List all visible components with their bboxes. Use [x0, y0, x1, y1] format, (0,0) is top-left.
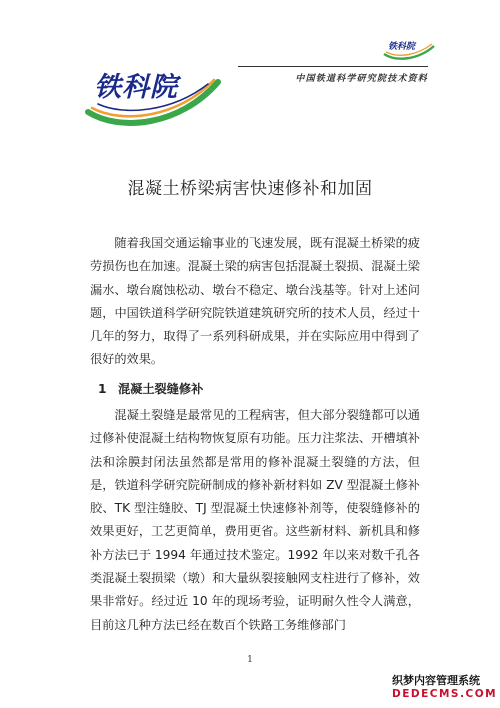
section-1-body: 混凝土裂缝是最常见的工程病害，但大部分裂缝都可以通过修补使混凝土结构物恢复原有功能。压力注浆法、开槽填补法和涂膜封闭法虽然都是常用的修补混凝土裂缝的方法，但是，铁道科学研究院研制成的修补新材料如 ZV 型混凝土修补胶、TK 型注缝胶、TJ 型混凝土快速修补剂等，使裂缝修补的效果更好，工艺更简单，费用更省。这些新材料、新机具和修补方法已于 1994 年通过技术鉴定。1992 年以来对数千孔各类混凝土裂损梁（墩）和大量纵裂接触网支柱进行了修补，效果非常好。经过近 10 年的现场考验，证明耐久性令人满意，目前这几种方法已经在数百个铁路工务维修部门 [90, 408, 420, 632]
header-rule [238, 66, 428, 67]
watermark-line-2: DEDECMS.COM [392, 688, 498, 700]
header-subtitle: 中国铁道科学研究院技术资料 [295, 74, 428, 84]
small-logo [382, 38, 436, 60]
section-1-number: 1 [98, 382, 107, 396]
section-1-heading [98, 380, 203, 397]
intro-paragraph: 随着我国交通运输事业的飞速发展，既有混凝土桥梁的疲劳损伤也在加速。混凝土梁的病害包括混凝土裂损、混凝土梁漏水、墩台腐蚀松动、墩台不稳定、墩台浅基等。针对上述问题，中国铁道科学研究院铁道建筑研究所的技术人员，经过十几年的努力，取得了一系列科研成果，并在实际应用中得到了很好的效果。 [90, 236, 420, 367]
document-title: 混凝土桥梁病害快速修补和加固 [127, 179, 373, 199]
company-logo [80, 60, 222, 128]
logo-text: 铁科院 [94, 72, 178, 103]
page-number: 1 [247, 655, 253, 665]
small-logo-text: 铁科院 [388, 42, 416, 52]
section-1-title: 混凝土裂缝修补 [118, 382, 204, 396]
watermark-line-1: 织梦内容管理系统 [392, 674, 480, 687]
